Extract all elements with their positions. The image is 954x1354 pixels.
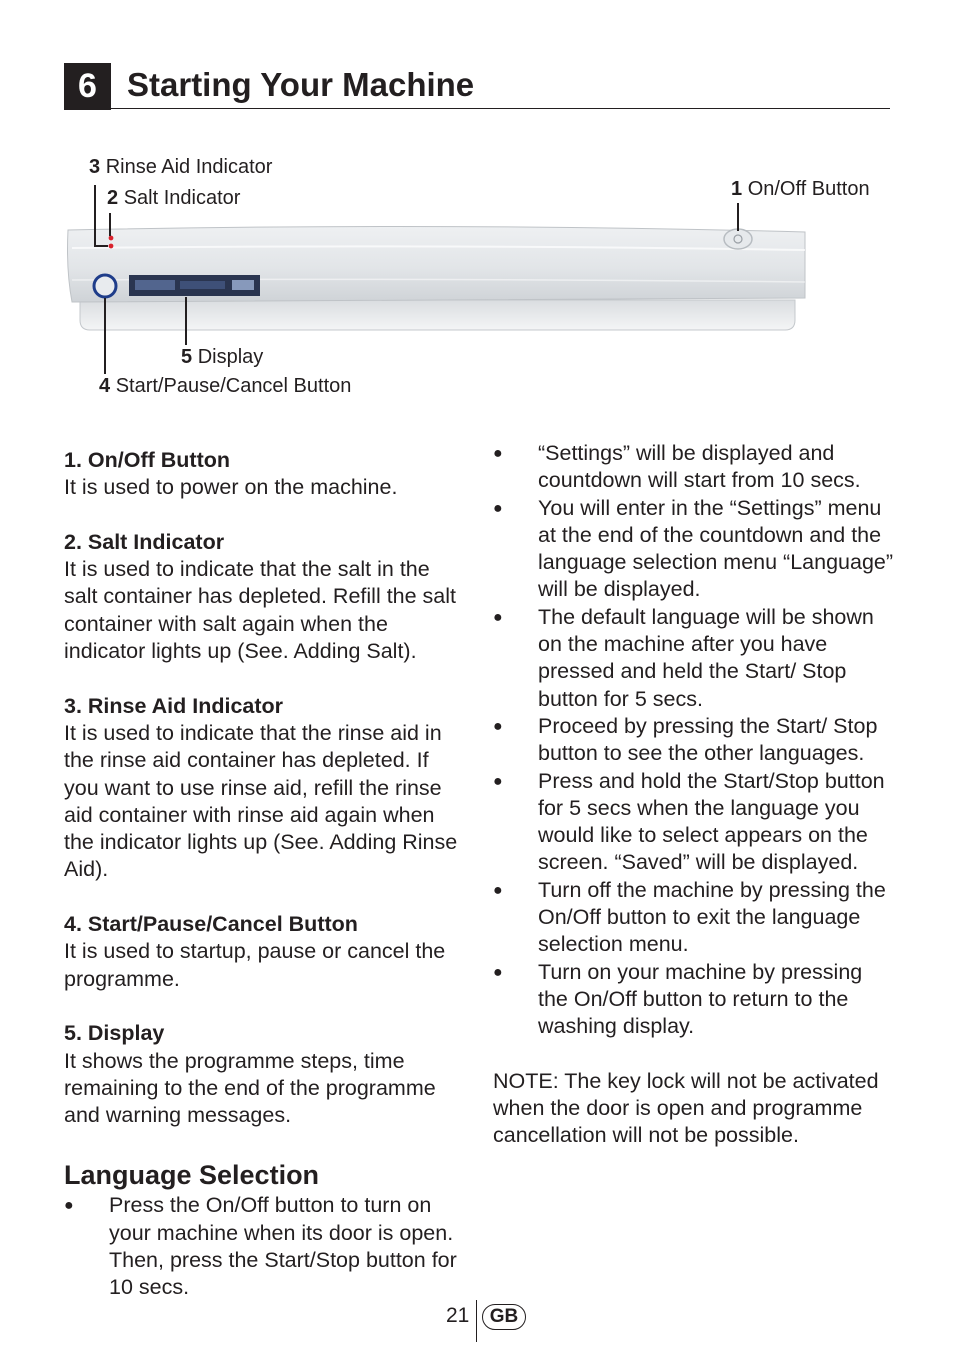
item-heading: 4. Start/Pause/Cancel Button: [64, 912, 358, 937]
item-display: [64, 1020, 464, 1129]
section-number-box: [64, 63, 111, 110]
bullet-icon: ●: [493, 717, 503, 735]
item-body: It shows the programme steps, time remaining to the end of the programme and warning messages.: [64, 1048, 436, 1128]
label-rinse-aid-indicator: 3 Rinse Aid Indicator: [89, 156, 273, 178]
page-title: Starting Your Machine: [127, 66, 475, 103]
right-column: [493, 440, 893, 1171]
bullet-icon: ●: [493, 963, 503, 981]
note-text: NOTE: The key lock will not be activated when the door is open and programme cancellation will not be possible.: [493, 1068, 879, 1148]
bullet-icon: ●: [493, 445, 503, 462]
language-selection-heading: Language Selection: [64, 1160, 320, 1191]
list-item: ● Turn on your machine by pressing the On/Off button to return to the washing display.: [493, 959, 863, 1039]
leader-rinse-aid-foot: [94, 245, 108, 247]
item-heading: 2. Salt Indicator: [64, 529, 225, 554]
item-start-pause-cancel: [64, 911, 464, 993]
section-number: 6: [78, 67, 97, 105]
leader-start-pause: [104, 298, 106, 374]
item-heading: 1. On/Off Button: [64, 448, 230, 472]
language-steps: [493, 440, 893, 1041]
list-item: ● You will enter in the “Settings” menu at the end of the countdown and the language selection menu “Language” will be displayed.: [493, 495, 894, 602]
label-on-off-button: 1 On/Off Button: [731, 178, 870, 200]
list-item: ● Press the On/Off button to turn on your machine when its door is open. Then, press the Start/Stop button for 10 secs.: [64, 1193, 457, 1300]
bullet-icon: ●: [493, 499, 503, 517]
leader-salt: [109, 213, 111, 236]
item-body: It is used to indicate that the rinse aid in the rinse aid container has depleted. If you want to use rinse aid, refill the rinse aid container with rinse aid again when the indicator lights up (See. Adding Rinse Aid).: [64, 720, 458, 882]
rinse-aid-indicator-led: [109, 236, 114, 241]
item-heading: 5. Display: [64, 1021, 165, 1046]
item-on-off: [64, 447, 464, 502]
language-bullets: [64, 1192, 464, 1301]
bullet-icon: ●: [493, 881, 503, 899]
bullet-icon: ●: [493, 608, 503, 626]
label-start-pause-cancel-button: 4 Start/Pause/Cancel Button: [99, 375, 352, 397]
panel-lower-lip: [80, 300, 795, 330]
list-item: ● Turn off the machine by pressing the On/Off button to exit the language selection menu.: [493, 877, 886, 957]
bullet-icon: ●: [493, 772, 503, 790]
leader-on-off: [737, 203, 739, 231]
item-heading: 3. Rinse Aid Indicator: [64, 693, 284, 718]
item-body: It is used to power on the machine.: [64, 475, 398, 500]
list-item: ● Proceed by pressing the Start/ Stop button to see the other languages.: [493, 713, 878, 766]
start-pause-cancel-button: [94, 275, 116, 297]
region-badge: GB: [482, 1304, 526, 1330]
salt-indicator-led: [109, 244, 114, 249]
leader-rinse-aid: [94, 185, 96, 246]
item-body: It is used to indicate that the salt in the salt container has depleted. Refill the salt container with salt again when the indicator lights up (See. Adding Salt).: [64, 557, 457, 664]
bullet-icon: ●: [64, 1197, 74, 1215]
list-item: ● Press and hold the Start/Stop button for 5 secs when the language you would like to select appears on the screen. “Saved” will be displayed.: [493, 768, 885, 875]
left-column: [64, 447, 464, 1302]
item-rinse-aid: [64, 693, 464, 884]
footer-divider: [476, 1300, 477, 1342]
label-salt-indicator: 2 Salt Indicator: [107, 187, 241, 209]
label-display: 5 Display: [181, 346, 264, 368]
item-salt: [64, 529, 464, 665]
page-number: 21: [446, 1304, 470, 1327]
list-item: ● The default language will be shown on the machine after you have pressed and held the Start/ Stop button for 5 secs.: [493, 604, 874, 711]
item-body: It is used to startup, pause or cancel the programme.: [64, 939, 446, 991]
title-divider: [111, 108, 890, 109]
control-panel-illustration: [60, 220, 820, 340]
leader-display: [185, 297, 187, 345]
on-off-button: [724, 229, 752, 249]
list-item: ● “Settings” will be displayed and countdown will start from 10 secs.: [493, 441, 861, 493]
